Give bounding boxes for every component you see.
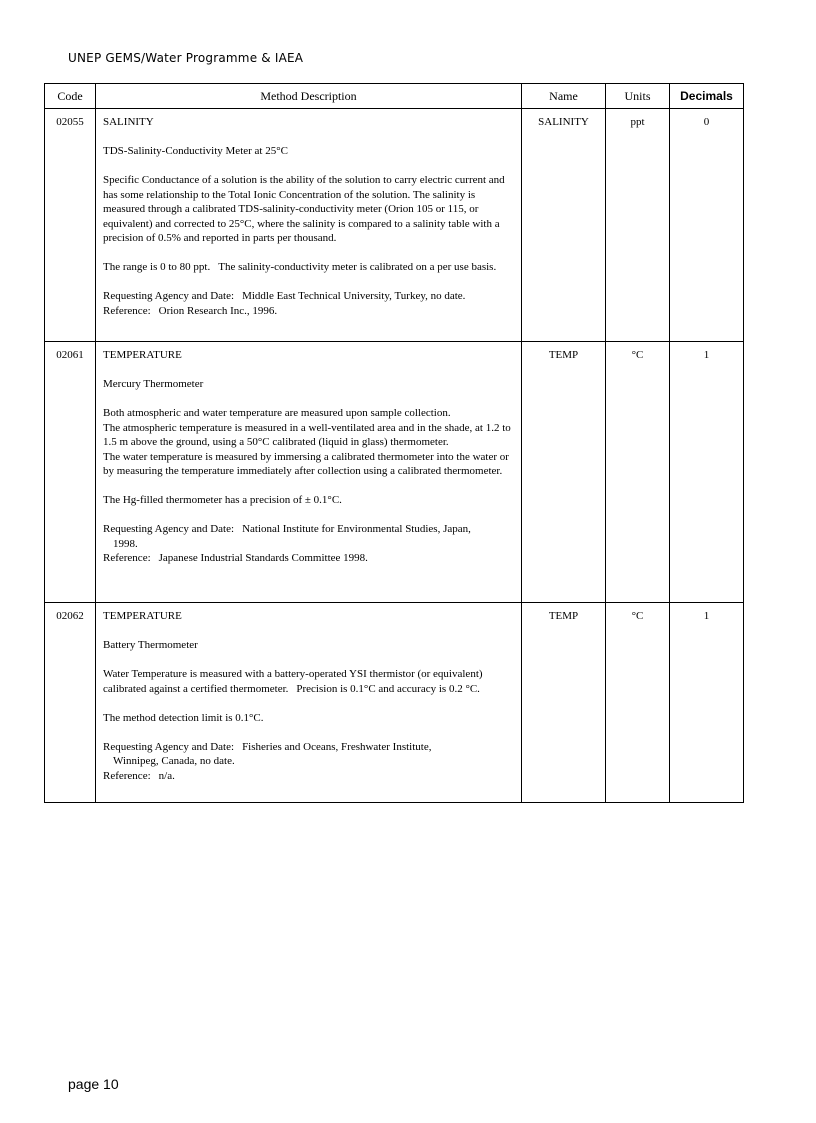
method-title: TEMPERATURE [103, 349, 182, 361]
method-description-cell [96, 342, 522, 603]
table-row [45, 109, 744, 342]
method-precision: Precision is 0.1°C and accuracy is 0.2 °C. [296, 682, 480, 695]
agency-label: Requesting Agency and Date: [103, 740, 235, 753]
method-body: Water Temperature is measured with a battery-operated YSI thermistor (or equivalent) calibrated against a certified thermometer. [103, 668, 483, 695]
decimals-cell: 1 [670, 603, 744, 803]
name-cell: TEMP [522, 342, 606, 603]
method-body-line: The atmospheric temperature is measured in a well-ventilated area and in the shade, at 1.2 to 1.5 m above the ground, using a 50°C calibrated (liquid in glass) thermometer. [103, 421, 511, 448]
method-calibration: The salinity-conductivity meter is calibrated on a per use basis. [218, 261, 497, 273]
method-detection-limit: The method detection limit is 0.1°C. [103, 711, 264, 724]
method-body-line: Both atmospheric and water temperature are measured upon sample collection. [103, 407, 451, 419]
method-body: Specific Conductance of a solution is the ability of the solution to carry electric current and has some relationship to the Total Ionic Concentration of the solution. The salinity is measured through a calibrated TDS-salinity-conductivity meter (Orion 105 or 115, or equivalent) and corrected to 25°C, where the salinity is compared to a salinity table with a precision of 0.5% and reported in parts per thousand. [103, 174, 505, 244]
reference-label: Reference: [103, 769, 151, 782]
table-header-row [45, 84, 744, 109]
agency-continuation: 1998. [113, 537, 138, 550]
method-title: TEMPERATURE [103, 610, 182, 622]
name-cell: TEMP [522, 603, 606, 803]
table-row [45, 342, 744, 603]
decimals-cell: 0 [670, 109, 744, 342]
method-precision: The Hg-filled thermometer has a precision of ± 0.1°C. [103, 494, 342, 506]
agency-value: Fisheries and Oceans, Freshwater Institute, [242, 740, 432, 753]
decimals-cell: 1 [670, 342, 744, 603]
method-title: SALINITY [103, 116, 154, 128]
running-header: UNEP GEMS/Water Programme & IAEA [68, 51, 304, 65]
table-row [45, 603, 744, 803]
reference-value: Japanese Industrial Standards Committee 1998. [158, 552, 368, 564]
agency-value: Middle East Technical University, Turkey, no date. [242, 290, 466, 302]
agency-label: Requesting Agency and Date: [103, 290, 235, 302]
agency-continuation: Winnipeg, Canada, no date. [113, 755, 235, 767]
agency-value: National Institute for Environmental Studies, Japan, [242, 523, 471, 535]
column-header-method-description: Method Description [96, 84, 522, 109]
page-number: page 10 [68, 1076, 119, 1092]
method-description-cell [96, 603, 522, 803]
column-header-code: Code [45, 84, 96, 109]
method-range: The range is 0 to 80 ppt. [103, 261, 211, 273]
reference-value: n/a. [158, 769, 175, 782]
units-cell: ppt [606, 109, 670, 342]
code-cell: 02062 [45, 603, 96, 803]
units-cell: °C [606, 603, 670, 803]
column-header-name: Name [522, 84, 606, 109]
code-cell: 02055 [45, 109, 96, 342]
method-subtitle: Battery Thermometer [103, 639, 198, 651]
method-subtitle: Mercury Thermometer [103, 378, 204, 390]
name-cell: SALINITY [522, 109, 606, 342]
agency-label: Requesting Agency and Date: [103, 523, 235, 535]
reference-label: Reference: [103, 552, 151, 564]
method-body-line: The water temperature is measured by immersing a calibrated thermometer into the water or by measuring the temperature immediately after collection using a calibrated thermometer. [103, 450, 509, 477]
column-header-decimals: Decimals [670, 84, 744, 109]
method-description-cell [96, 109, 522, 342]
method-subtitle: TDS-Salinity-Conductivity Meter at 25°C [103, 145, 288, 157]
code-cell: 02061 [45, 342, 96, 603]
column-header-units: Units [606, 84, 670, 109]
reference-label: Reference: [103, 304, 151, 317]
reference-value: Orion Research Inc., 1996. [158, 304, 278, 317]
units-cell: °C [606, 342, 670, 603]
methods-table [44, 83, 744, 803]
